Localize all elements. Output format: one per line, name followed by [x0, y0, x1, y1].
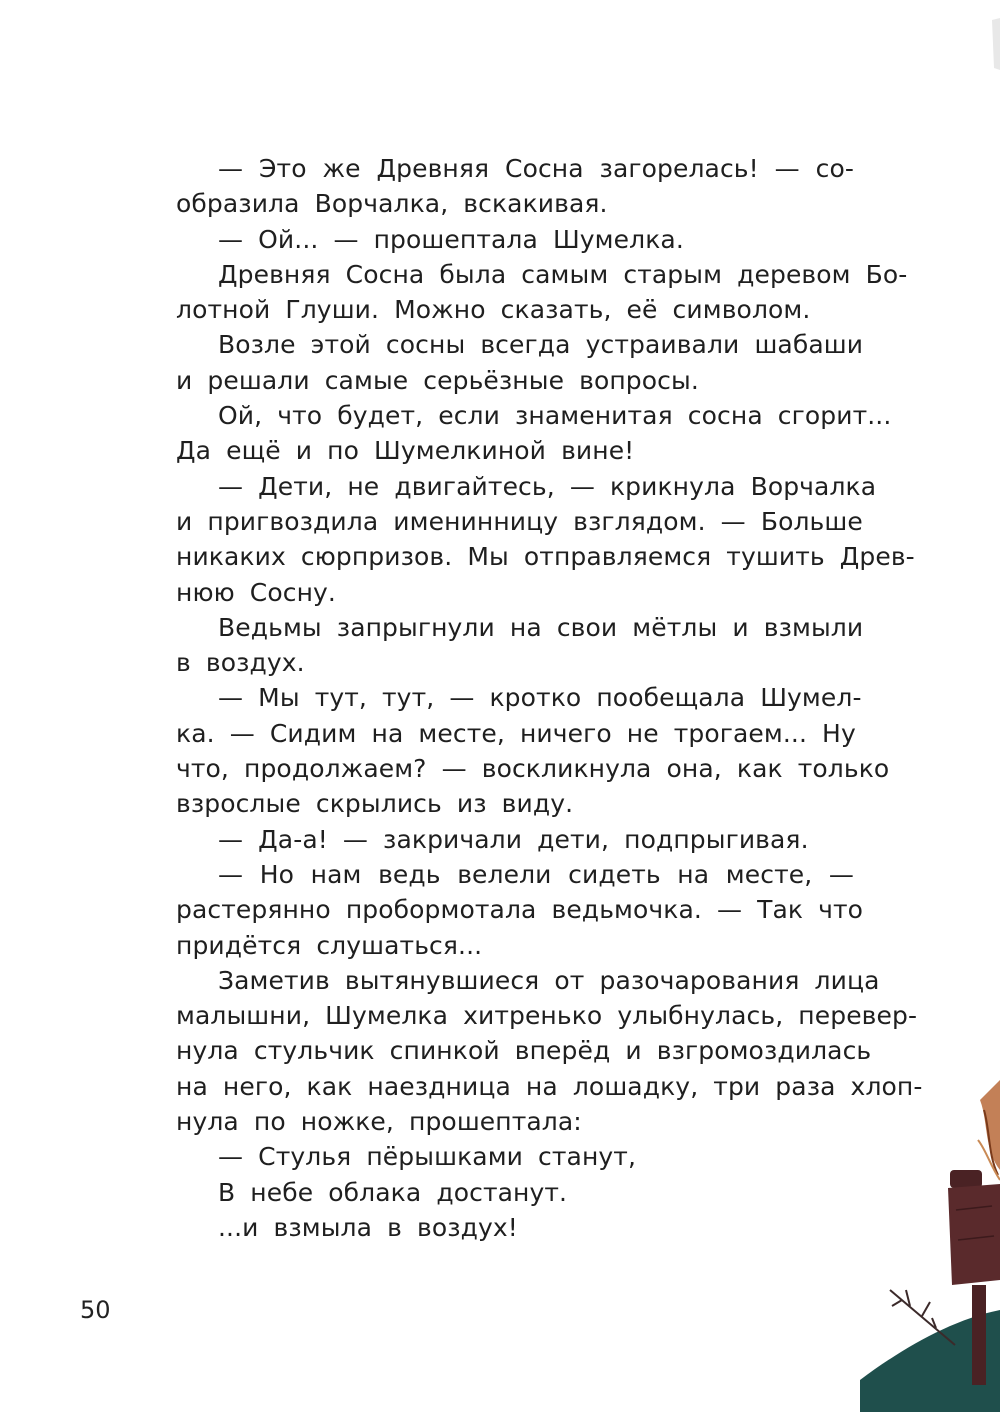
text-line: ка. — Сидим на месте, ничего не трогаем... Ну — [176, 718, 856, 748]
text-line: нула стульчик спинкой вперёд и взгромоздилась — [176, 1036, 872, 1066]
text-line: нула по ножке, прошептала: — [176, 1107, 582, 1137]
text-line: и пригвоздила именинницу взглядом. — Больше — [176, 506, 863, 536]
verse-line: ...и взмыла в воздух! — [218, 1212, 518, 1242]
verse-line: В небе облака достанут. — [218, 1177, 568, 1207]
text-line: Заметив вытянувшиеся от разочарования лица — [218, 965, 880, 995]
paragraph — [176, 398, 892, 469]
text-line: — Дети, не двигайтесь, — крикнула Ворчалка — [218, 471, 877, 501]
text-line: Да ещё и по Шумелкиной вине! — [176, 436, 635, 466]
text-line: растерянно пробормотала ведьмочка. — Так что — [176, 895, 864, 925]
twig-icon — [890, 1290, 955, 1345]
text-line: лотной Глуши. Можно сказать, её символом. — [176, 295, 811, 325]
paragraph — [176, 822, 854, 857]
paragraph — [176, 151, 854, 222]
paragraph — [176, 610, 864, 681]
text-line: Возле этой сосны всегда устраивали шабаши — [218, 330, 864, 360]
text-line: — Но нам ведь велели сидеть на месте, — — [218, 859, 854, 889]
verse — [176, 1139, 854, 1245]
text-line: Древняя Сосна была самым старым деревом Бо- — [218, 259, 908, 289]
paragraph — [176, 857, 864, 963]
text-line: никаких сюрпризов. Мы отправляемся тушить Древ- — [176, 542, 915, 572]
text-line: на него, как наездница на лошадку, три раза хлоп- — [176, 1071, 923, 1101]
hair-fragment — [978, 1080, 1000, 1180]
page-number: 50 — [80, 1296, 111, 1324]
text-line: — Мы тут, тут, — кротко пообещала Шумел- — [218, 683, 862, 713]
text-line: придётся слушаться... — [176, 930, 483, 960]
text-line: образила Ворчалка, вскакивая. — [176, 189, 608, 219]
paragraph — [176, 257, 908, 328]
text-line: что, продолжаем? — воскликнула она, как только — [176, 754, 890, 784]
paragraph — [176, 469, 915, 610]
paragraph — [176, 963, 923, 1139]
paragraph — [176, 222, 854, 257]
text-line: — Это же Древняя Сосна загорелась! — со- — [218, 154, 854, 183]
page-text — [176, 151, 923, 1245]
text-line: в воздух. — [176, 648, 305, 678]
text-line: взрослые скрылись из виду. — [176, 789, 574, 819]
text-line: Ведьмы запрыгнули на свои мётлы и взмыли — [218, 612, 864, 642]
edge-mark — [978, 0, 1000, 90]
text-line: — Ой... — прошептала Шумелка. — [218, 224, 684, 254]
chair-illustration — [860, 1080, 1000, 1412]
text-line: — Да-а! — закричали дети, подпрыгивая. — [218, 824, 809, 854]
paragraph — [176, 680, 890, 821]
verse-line: — Стулья пёрышками станут, — [218, 1142, 637, 1172]
text-line: Ой, что будет, если знаменитая сосна сгорит... — [218, 401, 892, 431]
text-line: и решали самые серьёзные вопросы. — [176, 365, 699, 395]
text-line: нюю Сосну. — [176, 577, 336, 607]
text-line: малышни, Шумелка хитренько улыбнулась, перевер- — [176, 1001, 918, 1031]
paragraph — [176, 327, 864, 398]
